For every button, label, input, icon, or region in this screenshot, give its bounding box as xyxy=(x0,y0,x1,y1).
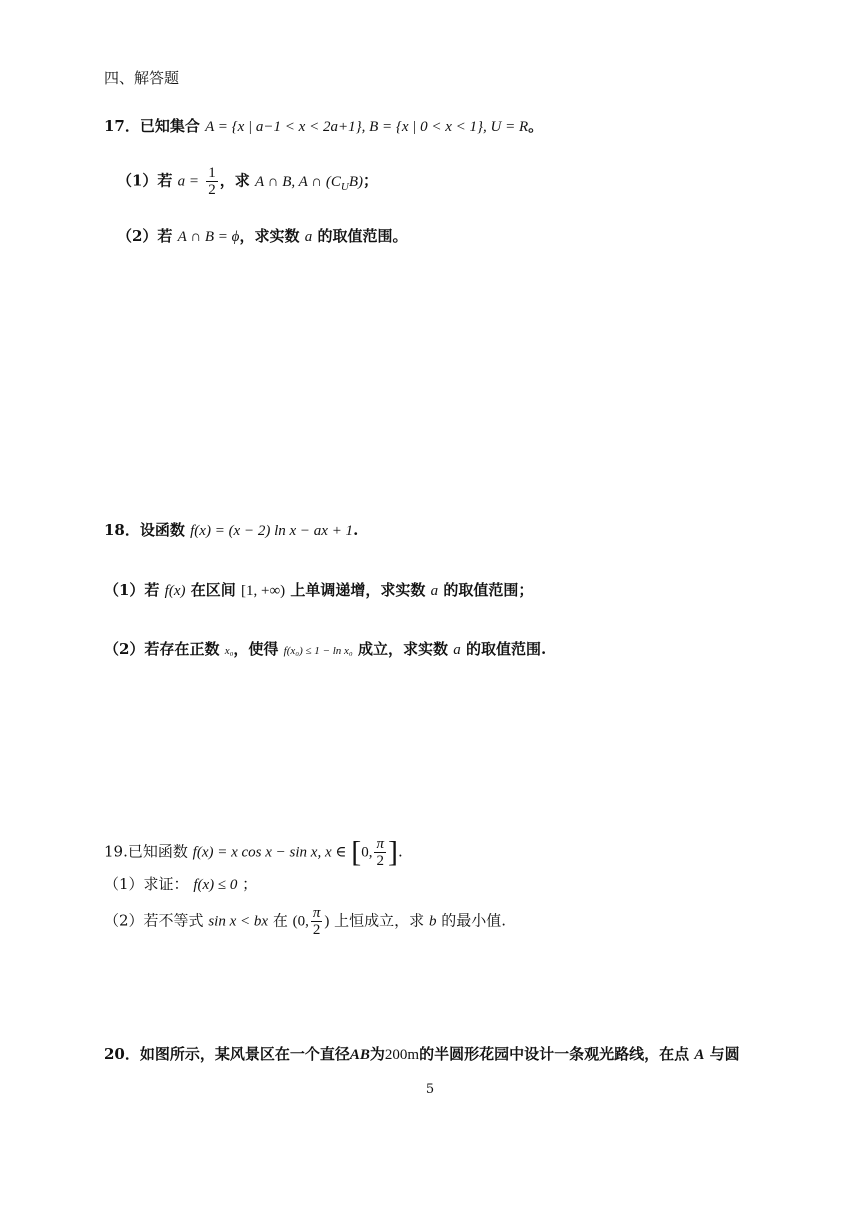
variable-a: a xyxy=(430,583,439,599)
question-number: 18． xyxy=(104,521,140,539)
fraction-denominator: 2 xyxy=(376,853,384,869)
stem-text-a: 如图所示，某风景区在一个直径 xyxy=(139,1045,350,1063)
stem-text-d: 与圆 xyxy=(709,1045,740,1063)
stem-text-b: 为 xyxy=(369,1045,385,1063)
part-mid-text: ，使得 xyxy=(233,640,279,658)
interval-left: 0, xyxy=(361,844,373,861)
part-text: 上恒成立，求 xyxy=(334,911,425,930)
question-20-stem xyxy=(104,1044,740,1065)
part-end: 的取值范围； xyxy=(443,581,534,599)
fraction-denominator: 2 xyxy=(312,922,321,938)
fraction-numerator: π xyxy=(376,836,384,852)
part-text: 上单调递增，求实数 xyxy=(290,581,426,599)
part-label: （1）若 xyxy=(117,171,173,190)
part-mid-text: ，求 xyxy=(219,171,250,190)
stem-prefix: 已知函数 xyxy=(127,842,188,861)
part-label: （2）若 xyxy=(117,227,173,245)
question-19-part-1 xyxy=(104,874,257,895)
x0-variable: x₀ xyxy=(224,645,234,657)
interval-left: (0, xyxy=(292,913,309,930)
intersection-expression: A ∩ B, A ∩ (C xyxy=(255,173,341,190)
fraction-numerator: π xyxy=(312,905,321,921)
question-17-part-1 xyxy=(117,165,378,198)
section-title: 四、解答题 xyxy=(104,69,180,87)
fraction-one-half xyxy=(206,165,218,198)
segment-ab: AB xyxy=(349,1047,370,1063)
question-17-stem xyxy=(104,116,543,137)
stem-prefix: 已知集合 xyxy=(139,117,200,135)
part-label: （1）若 xyxy=(104,581,160,599)
question-18-part-2 xyxy=(104,639,546,661)
stem-end: . xyxy=(353,521,359,539)
a-equals: a = xyxy=(177,173,200,190)
fraction-pi-over-2 xyxy=(374,836,386,869)
inequality-math: f(x₀) ≤ 1 − ln x₀ xyxy=(283,645,353,657)
stem-end: . xyxy=(398,842,403,861)
fraction-pi-over-2 xyxy=(311,905,323,938)
interval-math: [1, +∞) xyxy=(240,583,286,599)
stem-end: 。 xyxy=(528,117,544,135)
part-end: ； xyxy=(242,875,258,893)
question-18-stem xyxy=(104,520,358,541)
part-label: （2）若不等式 xyxy=(104,911,204,930)
question-17-part-2 xyxy=(117,226,407,247)
point-a: A xyxy=(694,1047,705,1063)
variable-b: b xyxy=(428,913,437,930)
part-text: ，求实数 xyxy=(239,227,300,245)
variable-a: a xyxy=(453,642,461,658)
part-end: 的最小值. xyxy=(441,911,507,930)
question-number: 17． xyxy=(104,117,140,135)
empty-intersection-math: A ∩ B = ϕ xyxy=(177,229,240,245)
stem-text-c: 的半圆形花园中设计一条观光路线，在点 xyxy=(419,1045,690,1063)
part-label: （2）若存在正数 xyxy=(104,640,220,658)
question-19-stem xyxy=(104,836,403,869)
intersection-math xyxy=(255,173,363,193)
complement-subscript: U xyxy=(340,180,349,193)
question-number: 19. xyxy=(104,842,128,861)
inequality-math: f(x) ≤ 0 xyxy=(193,877,238,893)
variable-a: a xyxy=(304,229,313,245)
intersection-end: B) xyxy=(348,173,363,190)
question-number: 20． xyxy=(104,1045,140,1063)
stem-prefix: 设函数 xyxy=(139,521,185,539)
part-mid-text: 在区间 xyxy=(190,581,236,599)
part-text: 成立，求实数 xyxy=(357,640,448,658)
diameter-value: 200m xyxy=(384,1047,420,1063)
question-18-part-1 xyxy=(104,580,533,601)
question-19-part-2 xyxy=(104,905,506,938)
fraction-denominator: 2 xyxy=(208,182,216,198)
part-end: 的取值范围. xyxy=(465,640,547,658)
part-end: 的取值范围。 xyxy=(317,227,408,245)
part-label: （1）求证： xyxy=(104,875,189,893)
function-fx: f(x) xyxy=(164,583,186,599)
right-bracket: ] xyxy=(388,835,398,869)
set-definition-math: A = {x | a−1 < x < 2a+1}, B = {x | 0 < x < 1}, U = R xyxy=(205,119,529,135)
part-mid-text: 在 xyxy=(272,911,288,930)
fraction-numerator: 1 xyxy=(208,165,216,181)
function-definition-math: f(x) = (x − 2) ln x − ax + 1 xyxy=(190,523,354,539)
inequality-math: sin x < bx xyxy=(208,913,269,930)
part-end: ； xyxy=(363,171,379,190)
function-definition-math: f(x) = x cos x − sin x, x ∈ xyxy=(192,844,347,861)
left-bracket: [ xyxy=(351,835,362,869)
page-number: 5 xyxy=(425,1082,435,1097)
interval-right: ) xyxy=(324,913,330,930)
